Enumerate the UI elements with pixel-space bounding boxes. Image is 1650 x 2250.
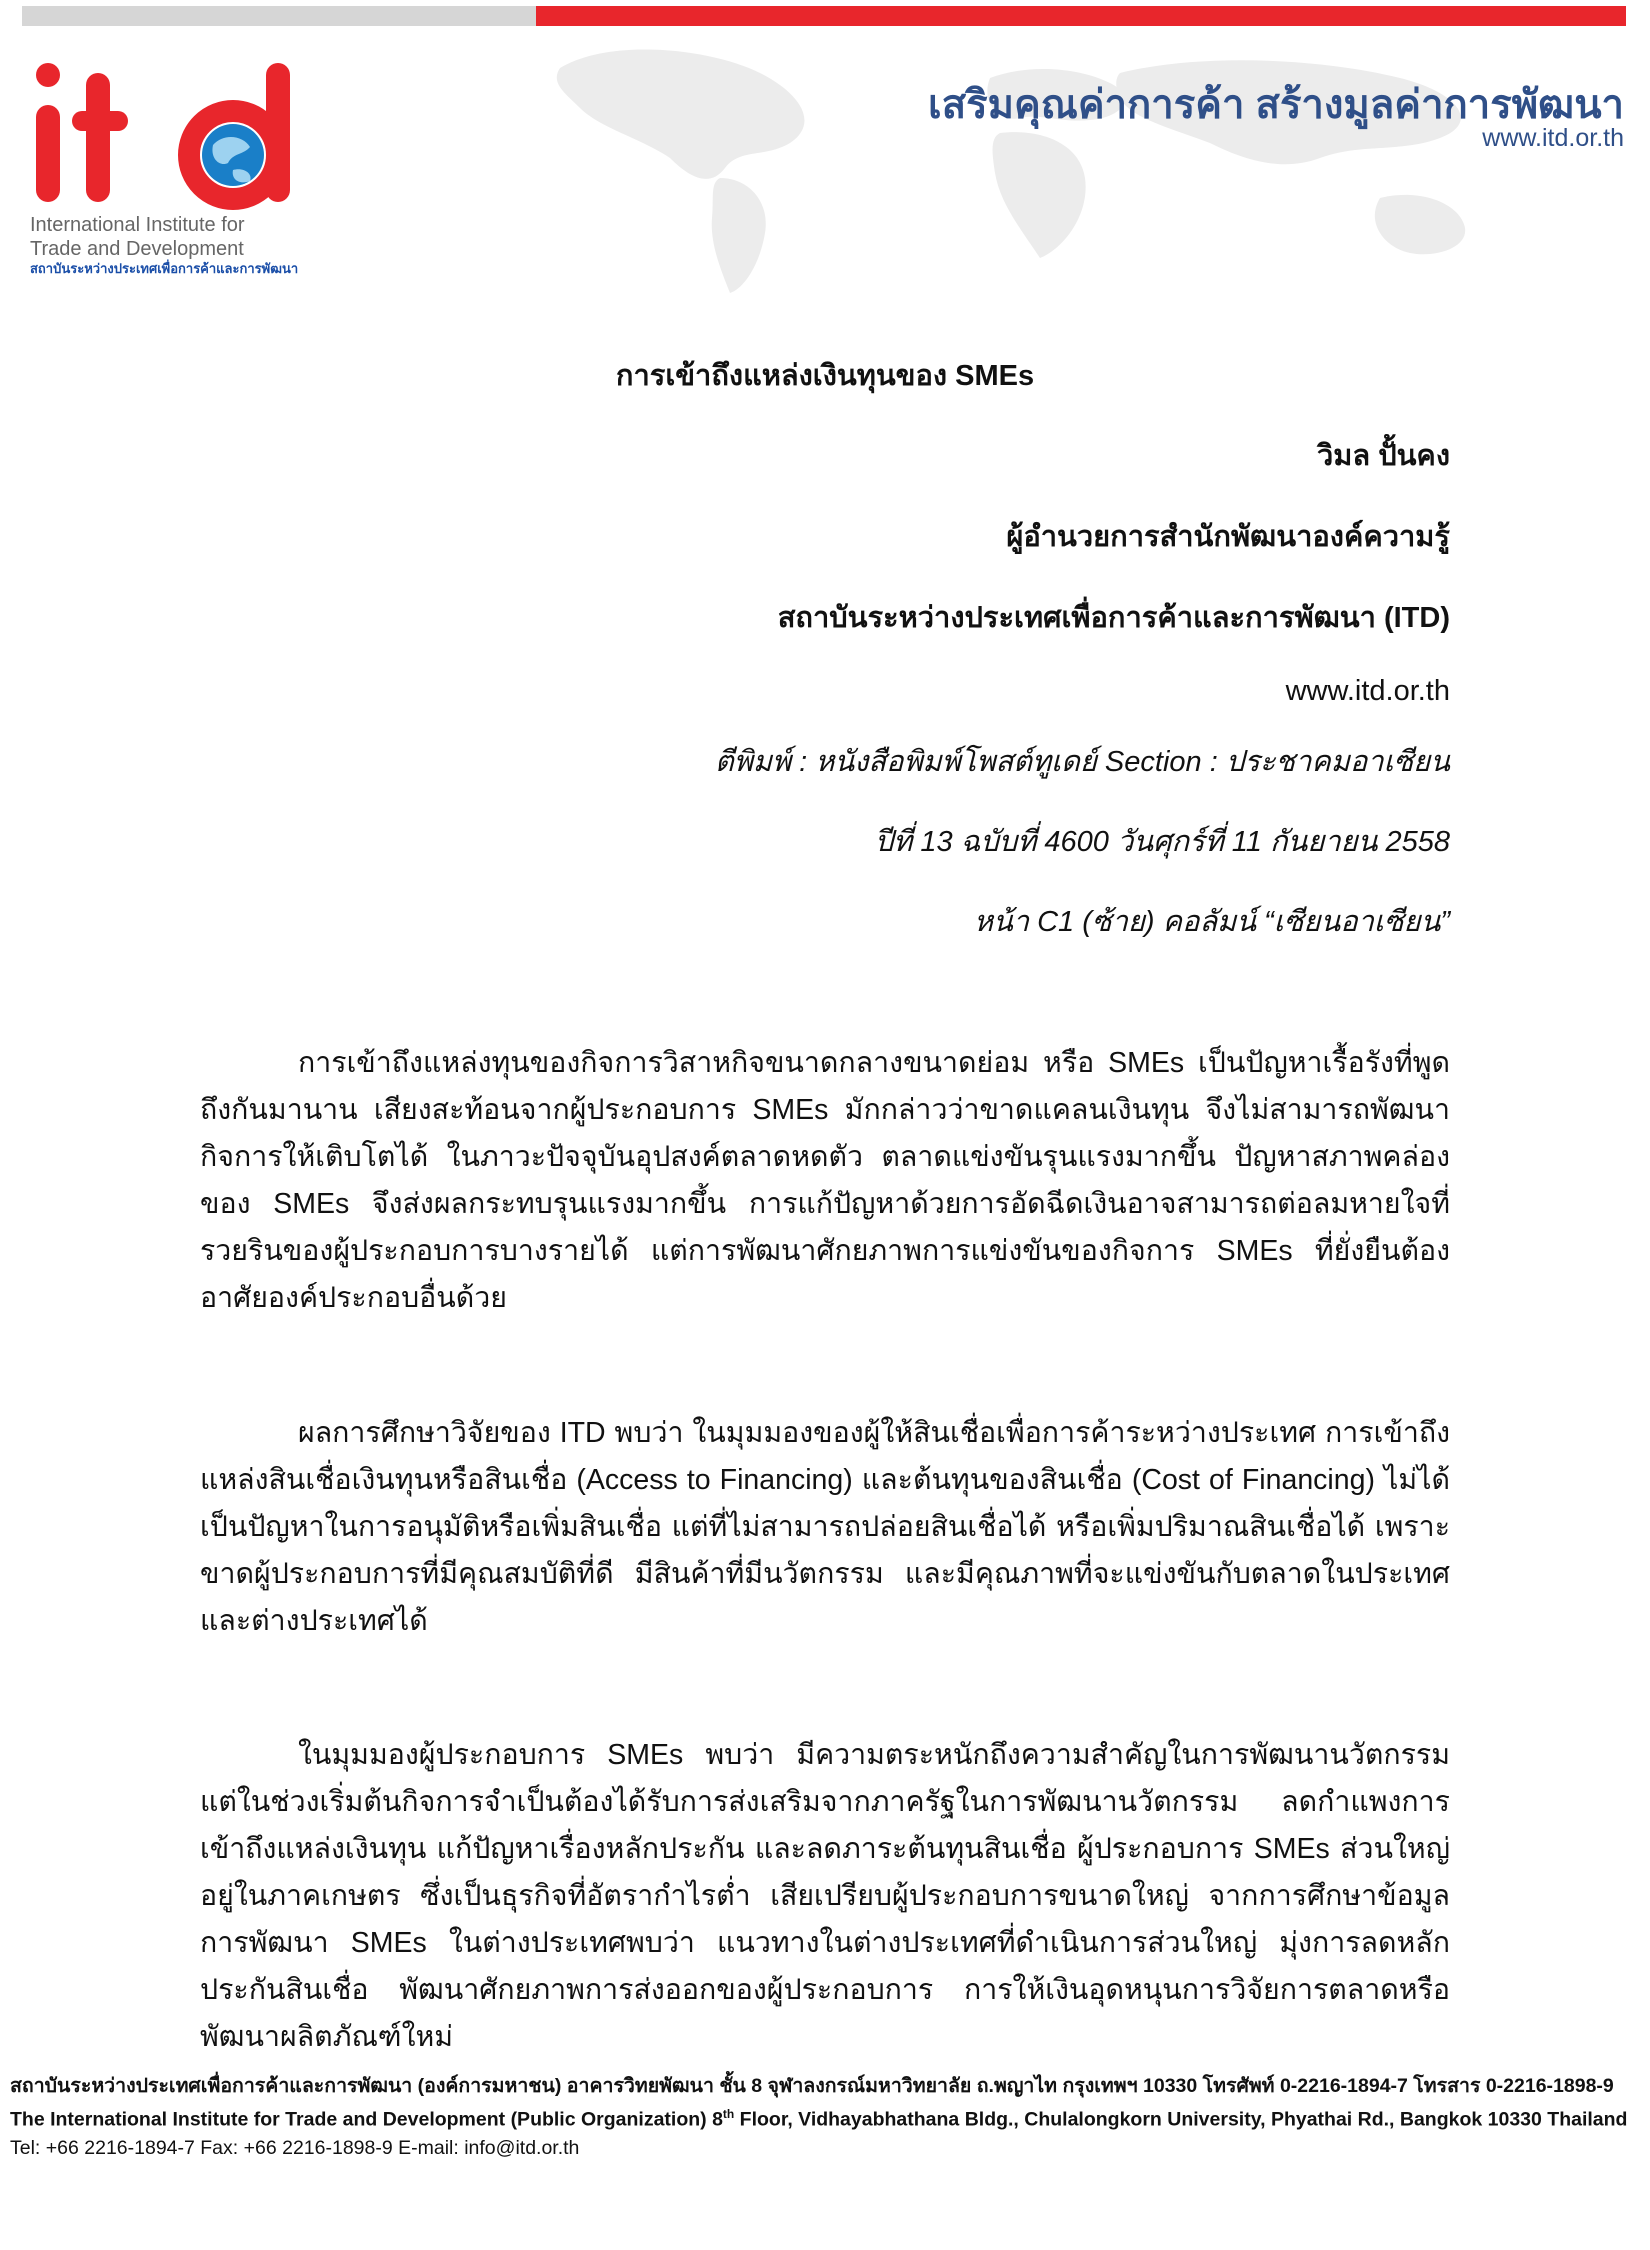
article-paragraph-3: ในมุมมองผู้ประกอบการ SMEs พบว่า มีความตระหนักถึงความสำคัญในการพัฒนานวัตกรรม แต่ในช่วงเริ่มต้นกิจการจำเป็นต้องได้รับการส่งเสริมจากภาครัฐในการพัฒนานวัตกรรม ลดกำแพงการเข้าถึงแหล่งเงินทุน แก้ปัญหาเรื่องหลักประกัน และลดภาระต้นทุนสินเชื่อ ผู้ประกอบการ SMEs ส่วนใหญ่อยู่ในภาคเกษตร ซึ่งเป็นธุรกิจที่อัตรากำไรต่ำ เสียเปรียบผู้ประกอบการขนาดใหญ่ จากการศึกษาข้อมูลการพัฒนา SMEs ในต่างประเทศพบว่า แนวทางในต่างประเทศที่ดำเนินการส่วนใหญ่ มุ่งการลดหลักประกันสินเชื่อ พัฒนาศักยภาพการส่งออกของผู้ประกอบการ การให้เงินอุดหนุนการวิจัยการตลาดหรือพัฒนาผลิตภัณฑ์ใหม่ xyxy=(200,1739,1450,2053)
page-footer xyxy=(10,2072,1640,2162)
footer-address-en xyxy=(10,2100,1640,2134)
logo-subtitle xyxy=(30,213,298,277)
header-gray-bar xyxy=(22,6,536,26)
article-paragraph-1: การเข้าถึงแหล่งทุนของกิจการวิสาหกิจขนาดกลางขนาดย่อม หรือ SMEs เป็นปัญหาเรื้อรังที่พูดถึงกันมานาน เสียงสะท้อนจากผู้ประกอบการ SMEs มักกล่าวว่าขาดแคลนเงินทุน จึงไม่สามารถพัฒนากิจการให้เติบโตได้ ในภาวะปัจจุบันอุปสงค์ตลาดหดตัว ตลาดแข่งขันรุนแรงมากขึ้น ปัญหาสภาพคล่องของ SMEs จึงส่งผลกระทบรุนแรงมากขึ้น การแก้ปัญหาด้วยการอัดฉีดเงินอาจสามารถต่อลมหายใจที่รวยรินของผู้ประกอบการบางรายได้ แต่การพัฒนาศักยภาพการแข่งขันของกิจการ SMEs ที่ยั่งยืนต้องอาศัยองค์ประกอบอื่นด้วย xyxy=(200,1047,1450,1314)
world-map-background xyxy=(520,28,1620,298)
article-website: www.itd.or.th xyxy=(1285,675,1450,707)
footer-address-en-sup: th xyxy=(722,2107,735,2121)
article-title: การเข้าถึงแหล่งเงินทุนของ SMEs xyxy=(615,360,1035,392)
logo-subtitle-en-2: Trade and Development xyxy=(30,238,244,260)
article-paragraph-2: ผลการศึกษาวิจัยของ ITD พบว่า ในมุมมองของผู้ให้สินเชื่อเพื่อการค้าระหว่างประเทศ การเข้าถึงแหล่งสินเชื่อเงินทุนหรือสินเชื่อ (Access to Financing) และต้นทุนของสินเชื่อ (Cost of Financing) ไม่ได้เป็นปัญหาในการอนุมัติหรือเพิ่มสินเชื่อ แต่ที่ไม่สามารถปล่อยสินเชื่อได้ หรือเพิ่มปริมาณสินเชื่อได้ เพราะขาดผู้ประกอบการที่มีคุณสมบัติที่ดี มีสินค้าที่มีนวัตกรรม และมีคุณภาพที่จะแข่งขันกับตลาดในประเทศและต่างประเทศได้ xyxy=(200,1417,1450,1637)
logo-subtitle-th: สถาบันระหว่างประเทศเพื่อการค้าและการพัฒนา xyxy=(30,261,299,276)
article-publication: ตีพิมพ์ : หนังสือพิมพ์โพสต์ทูเดย์ Section : ประชาคมอาเซียน xyxy=(714,746,1450,778)
header-url: www.itd.or.th xyxy=(1482,124,1624,152)
logo-subtitle-en-1: International Institute for xyxy=(30,214,245,236)
article-organization: สถาบันระหว่างประเทศเพื่อการค้าและการพัฒนา (ITD) xyxy=(777,602,1450,634)
header-red-bar xyxy=(536,6,1626,26)
header-slogan: เสริมคุณค่าการค้า สร้างมูลค่าการพัฒนา xyxy=(928,83,1624,127)
article-page-info: หน้า C1 (ซ้าย) คอลัมน์ “เซียนอาเซียน” xyxy=(973,906,1450,938)
footer-contact: Tel: +66 2216-1894-7 Fax: +66 2216-1898-9 E-mail: info@itd.or.th xyxy=(10,2136,580,2159)
footer-address-en-a: The International Institute for Trade and Development (Public Organization) 8 xyxy=(10,2108,723,2131)
footer-address-th: สถาบันระหว่างประเทศเพื่อการค้าและการพัฒนา (องค์การมหาชน) อาคารวิทยพัฒนา ชั้น 8 จุฬาลงกรณ์มหาวิทยาลัย ถ.พญาไท กรุงเทพฯ 10330 โทรศัพท์ 0-2216-1894-7 โทรสาร 0-2216-1898-9 xyxy=(10,2075,1614,2097)
article-position: ผู้อำนวยการสำนักพัฒนาองค์ความรู้ xyxy=(1006,521,1450,553)
article-issue: ปีที่ 13 ฉบับที่ 4600 วันศุกร์ที่ 11 กันยายน 2558 xyxy=(874,826,1450,858)
footer-address-en-b: Floor, Vidhayabhathana Bldg., Chulalongkorn University, Phyathai Rd., Bangkok 10330 Thailand xyxy=(734,2108,1628,2131)
article-author: วิมล ปั้นคง xyxy=(1316,440,1450,472)
